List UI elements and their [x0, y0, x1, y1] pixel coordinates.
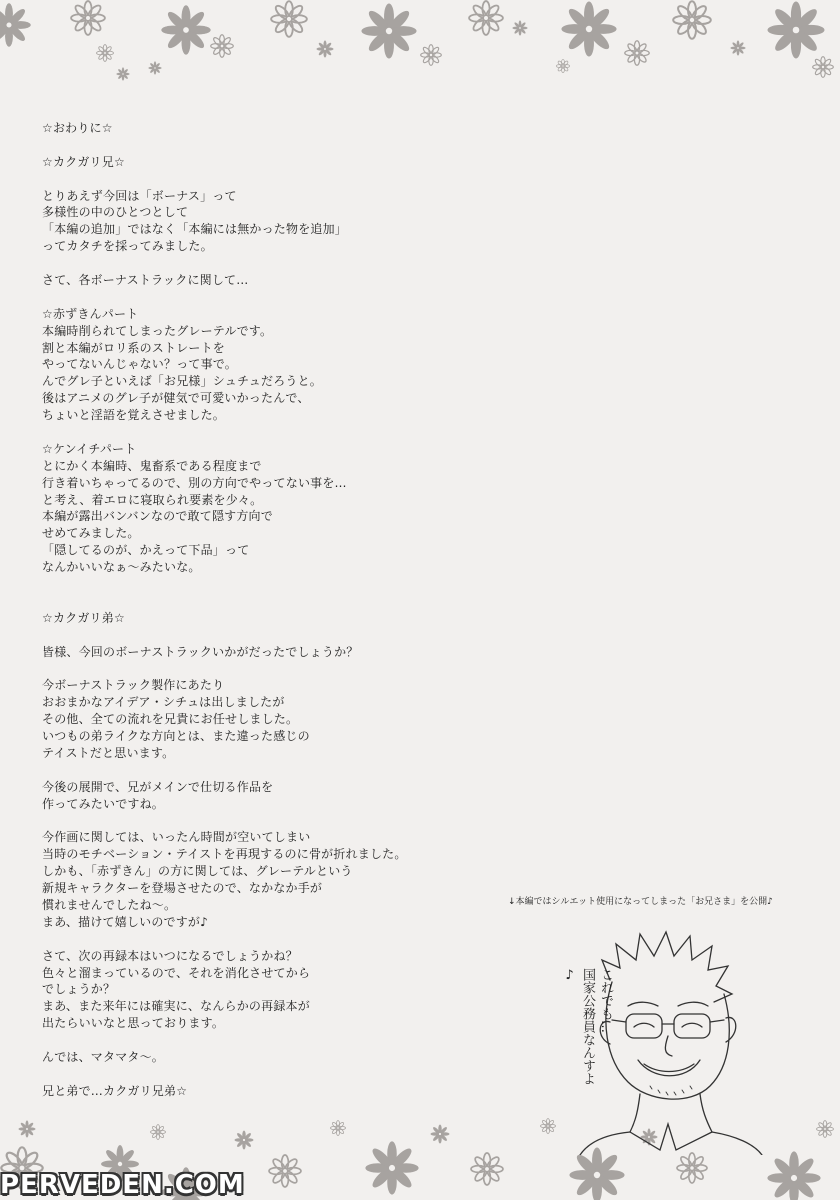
flower-ornament	[470, 1152, 504, 1190]
illustration-caption: ↓本編ではシルエット使用になってしまった「お兄さま」を公開♪	[508, 897, 773, 907]
paragraph-gap	[42, 1032, 542, 1049]
flower-ornament	[268, 1154, 302, 1192]
text-line: でしょうか？	[42, 982, 116, 997]
paragraph-gap	[42, 813, 542, 830]
text-line: いつもの弟ライクな方向とは、また違った感じの	[42, 729, 310, 744]
text-line: 兄と弟で…カクガリ兄弟☆	[42, 1083, 188, 1098]
text-line: せめてみました。	[42, 526, 140, 541]
text-line: ☆カクガリ兄☆	[42, 154, 125, 169]
text-line: んでグレ子といえば「お兄様」シュチュだろうと。	[42, 374, 323, 389]
flower-ornament	[148, 60, 162, 79]
paragraph	[42, 120, 542, 137]
text-line: 作ってみたいですね。	[42, 796, 165, 811]
flower-ornament	[96, 44, 114, 66]
flower-ornament	[210, 34, 234, 62]
text-line: ☆ケンイチパート	[42, 441, 137, 456]
flower-ornament	[360, 2, 418, 64]
text-line: 行き着いちゃってるので、別の方向でやってない事を…	[42, 475, 347, 490]
paragraph	[42, 188, 542, 256]
flower-ornament	[330, 1120, 346, 1140]
paragraph	[42, 610, 542, 627]
text-line: 後はアニメのグレ子が健気で可愛いかったんで、	[42, 391, 310, 406]
paragraph-gap	[42, 1066, 542, 1083]
flower-ornament	[70, 0, 106, 40]
text-line: しかも、「赤ずきん」の方に関しては、グレーテルという	[42, 864, 353, 879]
flower-ornament	[270, 0, 308, 42]
paragraph-gap	[42, 762, 542, 779]
text-line: 慣れませんでしたね～。	[42, 897, 177, 912]
flower-ornament	[420, 44, 442, 70]
text-line: テイストだと思います。	[42, 745, 175, 760]
sketch-speech-text	[560, 968, 614, 1098]
text-line: やってないんじゃない？って事で。	[42, 357, 237, 372]
flower-ornament	[18, 1120, 36, 1142]
flower-ornament	[0, 2, 32, 52]
flower-ornament	[624, 40, 650, 70]
text-line: 出たらいいなと思っております。	[42, 1016, 225, 1031]
flower-ornament	[730, 40, 746, 60]
paragraph-gap	[42, 255, 542, 272]
paragraph-gap	[42, 931, 542, 948]
flower-ornament	[512, 20, 528, 40]
paragraph-gap	[42, 289, 542, 306]
flower-ornament	[234, 1130, 254, 1154]
paragraph	[42, 306, 542, 424]
speech-line-1: これでも…	[598, 968, 613, 1033]
afterword-text	[42, 120, 542, 1100]
text-line: ☆おわりに☆	[42, 121, 113, 135]
text-line: ☆カクガリ弟☆	[42, 610, 125, 625]
paragraph	[42, 644, 542, 661]
flower-ornament	[766, 0, 826, 64]
flower-ornament	[816, 1120, 834, 1142]
text-line: とりあえず今回は「ボーナス」って	[42, 188, 237, 203]
text-line: 多様性の中のひとつとして	[42, 205, 189, 220]
paragraph-gap	[42, 627, 542, 644]
speech-line-2: 国家公務員なんすよ♪	[562, 968, 595, 1085]
text-line: なんかいいなぁ～みたいな。	[42, 560, 201, 575]
flower-ornament	[150, 1124, 166, 1144]
text-line: んでは、マタマタ～。	[42, 1050, 165, 1064]
text-line: ちょいと淫語を覚えさせました。	[42, 408, 226, 423]
text-line: まあ、描けて嬉しいのですが♪	[42, 914, 208, 929]
text-line: 当時のモチベーション・テイストを再現するのに骨が折れました。	[42, 847, 407, 862]
paragraph	[42, 441, 542, 576]
flower-ornament	[116, 66, 130, 85]
paragraph-gap	[42, 661, 542, 678]
paragraph	[42, 1083, 542, 1100]
paragraph	[42, 779, 542, 813]
flower-ornament	[316, 40, 334, 62]
text-line: おおまかなアイデア・シチュは出しましたが	[42, 695, 285, 710]
paragraph-gap	[42, 137, 542, 154]
text-line: さて、次の再録本はいつになるでしょうかね？	[42, 948, 298, 963]
flower-ornament	[672, 0, 712, 44]
text-line: 新規キャラクターを登場させたので、なかなか手が	[42, 881, 323, 896]
flower-ornament	[160, 4, 212, 60]
flower-ornament	[766, 1150, 822, 1200]
text-line: とにかく本編時、鬼畜系である程度まで	[42, 458, 262, 473]
paragraph	[42, 1049, 542, 1066]
flower-ornament	[430, 1124, 450, 1148]
text-line: 「本編の追加」ではなく「本編には無かった物を追加」	[42, 222, 348, 237]
text-line: 本編時削られてしまったグレーテルです。	[42, 323, 273, 338]
flower-ornament	[468, 0, 504, 40]
text-line: ってカタチを採ってみました。	[42, 239, 213, 254]
paragraph-gap	[42, 171, 542, 188]
paragraph-gap	[42, 576, 542, 610]
paragraph	[42, 829, 542, 930]
text-line: その他、全ての流れを兄貴にお任せしました。	[42, 712, 299, 727]
paragraph	[42, 948, 542, 1032]
flower-ornament	[560, 0, 618, 62]
flower-ornament	[364, 1140, 420, 1200]
paragraph-gap	[42, 424, 542, 441]
flower-ornament	[812, 56, 834, 82]
text-line: 「隠してるのが、かえって下品」って	[42, 543, 250, 558]
flower-ornament	[556, 58, 570, 77]
text-line: 本編が露出バンバンなので敢て隠す方向で	[42, 509, 273, 524]
text-line: 今ボーナストラック製作にあたり	[42, 678, 225, 693]
flower-ornament	[676, 1152, 708, 1188]
flower-border-top	[0, 0, 840, 90]
text-line: ☆赤ずきんパート	[42, 306, 139, 321]
text-line: さて、各ボーナストラックに関して…	[42, 273, 249, 288]
text-line: 色々と溜まっているので、それを消化させてから	[42, 965, 311, 980]
paragraph	[42, 272, 542, 289]
paragraph	[42, 677, 542, 761]
text-line: 皆様、今回のボーナストラックいかがだったでしょうか？	[42, 644, 359, 659]
text-line: 今作画に関しては、いったん時間が空いてしまい	[42, 830, 311, 845]
text-line: と考え、着エロに寝取られ要素を少々。	[42, 492, 263, 507]
watermark: PERVEDEN.COM	[0, 1170, 245, 1200]
paragraph	[42, 154, 542, 171]
text-line: まあ、また来年には確実に、なんらかの再録本が	[42, 999, 310, 1014]
text-line: 割と本編がロリ系のストレートを	[42, 340, 226, 355]
text-line: 今後の展開で、兄がメインで仕切る作品を	[42, 779, 274, 794]
